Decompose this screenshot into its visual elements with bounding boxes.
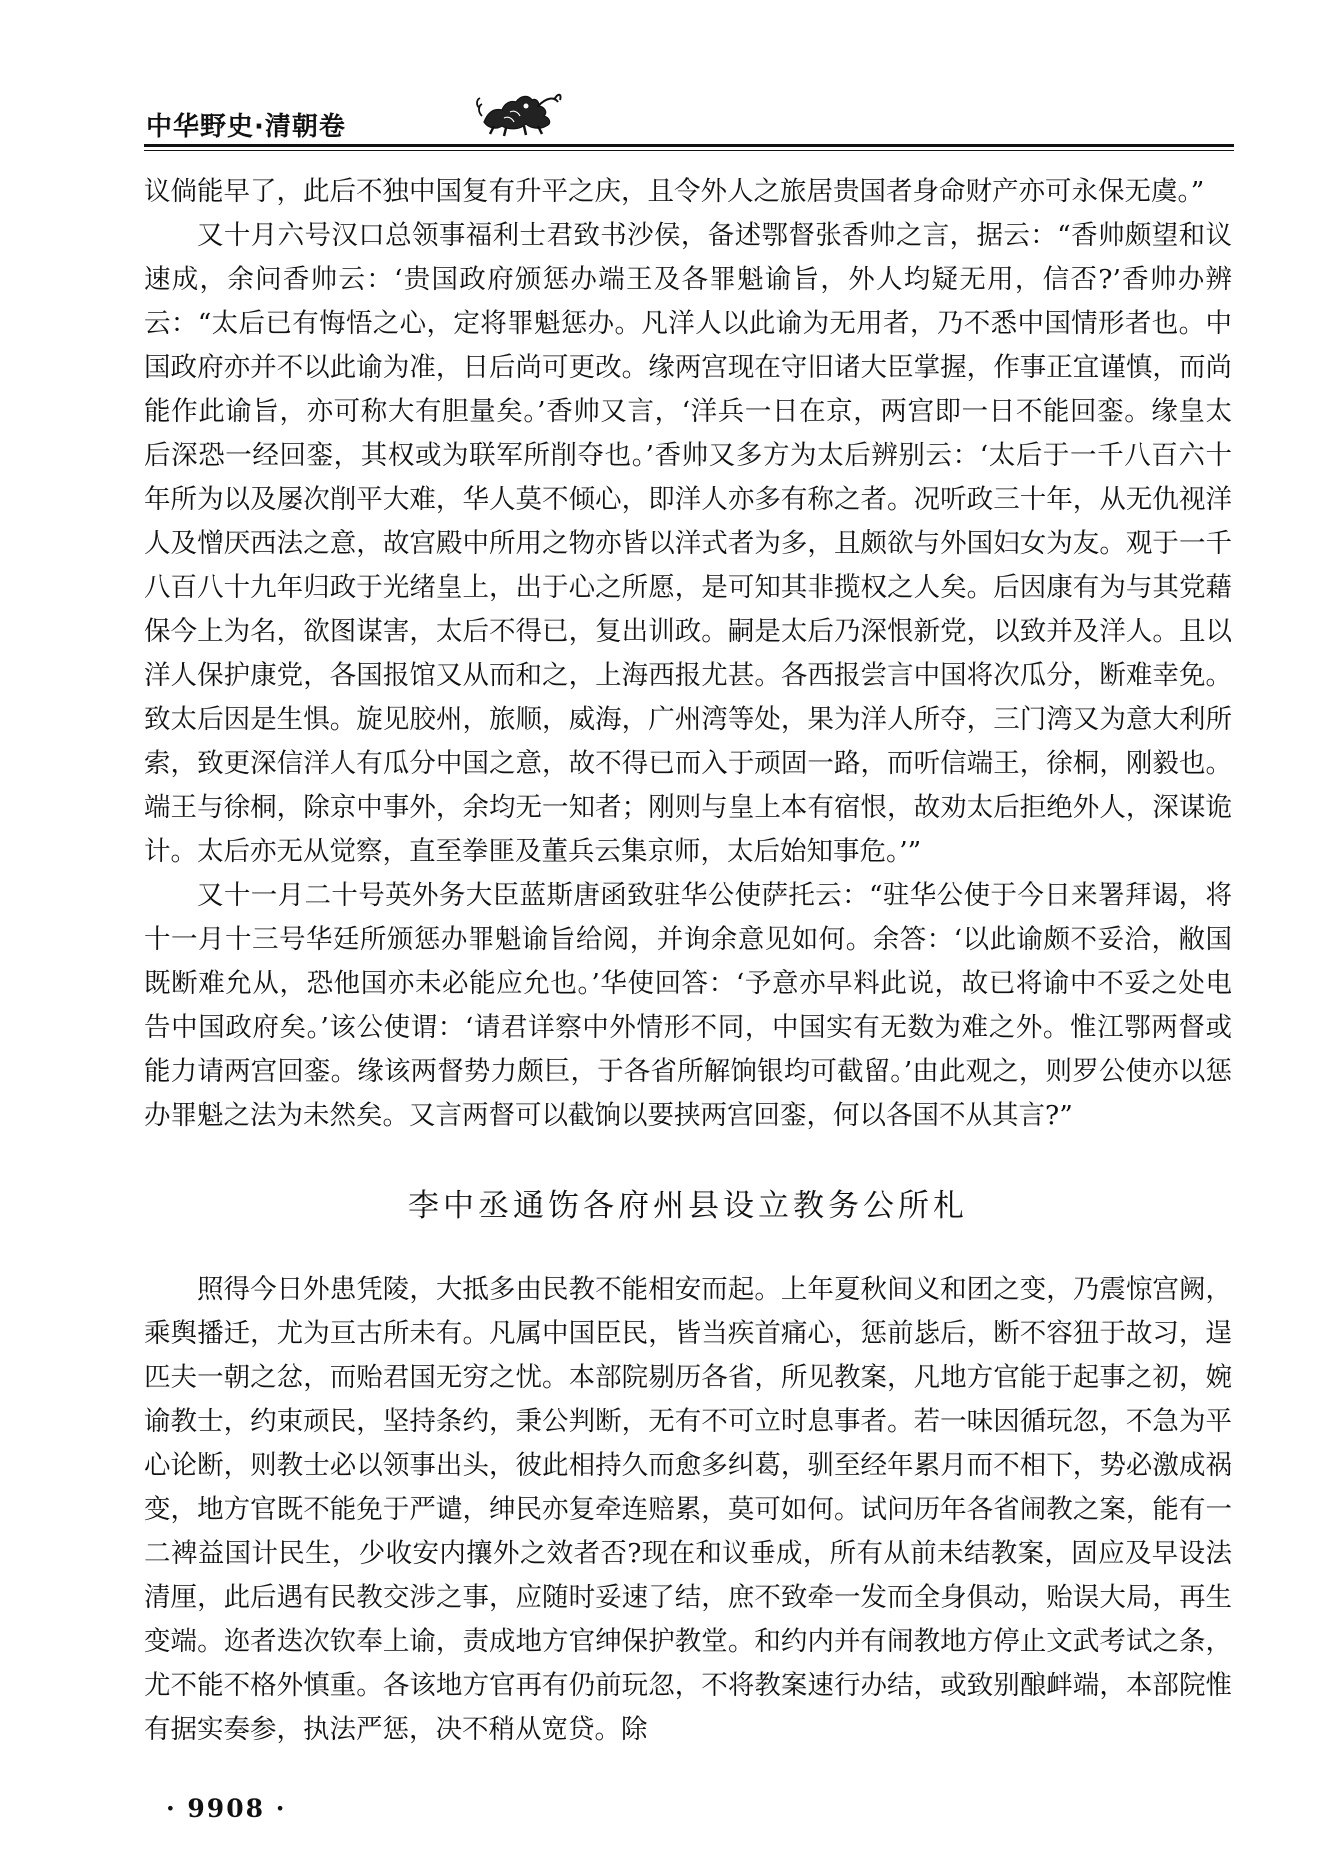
page-body	[144, 170, 1232, 1752]
book-title: 中华野史·清朝卷	[146, 112, 346, 142]
header-divider-thin	[144, 150, 1234, 151]
paragraph: 议倘能早了，此后不独中国复有升平之庆，且令外人之旅居贵国者身命财产亦可永保无虞。”	[144, 176, 1205, 207]
running-header	[144, 88, 1234, 148]
paragraph: 又十一月二十号英外务大臣蓝斯唐函致驻华公使萨托云：“驻华公使于今日来署拜谒，将十一月十三号华廷所颁惩办罪魁谕旨给阅，并询余意见如何。余答：‘以此谕颇不妥洽，敝国既断难允从，恐他国亦未必能应允也。’华使回答：‘予意亦早料此说，故已将谕中不妥之处电告中国政府矣。’该公使谓：‘请君详察中外情形不同，中国实有无数为难之外。惟江鄂两督或能力请两宫回銮。缘该两督势力颇巨，于各省所解饷银均可截留。’由此观之，则罗公使亦以惩办罪魁之法为未然矣。又言两督可以截饷以要挟两宫回銮，何以各国不从其言?”	[144, 880, 1232, 1131]
page-number: · 9908 ·	[166, 1794, 287, 1823]
section-title: 李中丞通饬各府州县设立教务公所札	[408, 1188, 968, 1224]
paragraph: 又十月六号汉口总领事福利士君致书沙侯，备述鄂督张香帅之言，据云：“香帅颇望和议速成，余问香帅云：‘贵国政府颁惩办端王及各罪魁谕旨，外人均疑无用，信否?’香帅办辨云：“太后已有悔悟之心，定将罪魁惩办。凡洋人以此谕为无用者，乃不悉中国情形者也。中国政府亦并不以此谕为准，日后尚可更改。缘两宫现在守旧诸大臣掌握，作事正宜谨慎，而尚能作此谕旨，亦可称大有胆量矣。’香帅又言，‘洋兵一日在京，两宫即一日不能回銮。缘皇太后深恐一经回銮，其权或为联军所削夺也。’香帅又多方为太后辨别云：‘太后于一千八百六十年所为以及屡次削平大难，华人莫不倾心，即洋人亦多有称之者。况听政三十年，从无仇视洋人及憎厌西法之意，故宫殿中所用之物亦皆以洋式者为多，且颇欲与外国妇女为友。观于一千八百八十九年归政于光绪皇上，出于心之所愿，是可知其非揽权之人矣。后因康有为与其党藉保今上为名，欲图谋害，太后不得已，复出训政。嗣是太后乃深恨新党，以致并及洋人。且以洋人保护康党，各国报馆又从而和之，上海西报尤甚。各西报尝言中国将次瓜分，断难幸免。致太后因是生惧。旋见胶州，旅顺，威海，广州湾等处，果为洋人所夺，三门湾又为意大利所索，致更深信洋人有瓜分中国之意，故不得已而入于顽固一路，而听信端王，徐桐，刚毅也。端王与徐桐，除京中事外，余均无一知者；刚则与皇上本有宿恨，故劝太后拒绝外人，深谋诡计。太后亦无从觉察，直至拳匪及董兵云集京师，太后始知事危。’”	[144, 220, 1232, 867]
header-divider	[144, 144, 1234, 147]
paragraph: 照得今日外患凭陵，大抵多由民教不能相安而起。上年夏秋间义和团之变，乃震惊宫阙，乘舆播迁，尤为亘古所未有。凡属中国臣民，皆当疾首痛心，惩前毖后，断不容狃于故习，逞匹夫一朝之忿，而贻君国无穷之忧。本部院剔历各省，所见教案，凡地方官能于起事之初，婉谕教士，约束顽民，坚持条约，秉公判断，无有不可立时息事者。若一味因循玩忽，不急为平心论断，则教士必以领事出头，彼此相持久而愈多纠葛，驯至经年累月而不相下，势必激成祸变，地方官既不能免于严谴，绅民亦复牵连赔累，莫可如何。试问历年各省闹教之案，能有一二裨益国计民生，少收安内攘外之效者否?现在和议垂成，所有从前未结教案，固应及早设法清厘，此后遇有民教交涉之事，应随时妥速了结，庶不致牵一发而全身俱动，贻误大局，再生变端。迩者迭次钦奉上谕，责成地方官绅保护教堂。和约内并有闹教地方停止文武考试之条，尤不能不格外慎重。各该地方官再有仍前玩忽，不将教案速行办结，或致别酿衅端，本部院惟有据实奏参，执法严惩，决不稍从宽贷。除	[144, 1274, 1232, 1745]
lion-emblem-icon	[474, 82, 564, 138]
